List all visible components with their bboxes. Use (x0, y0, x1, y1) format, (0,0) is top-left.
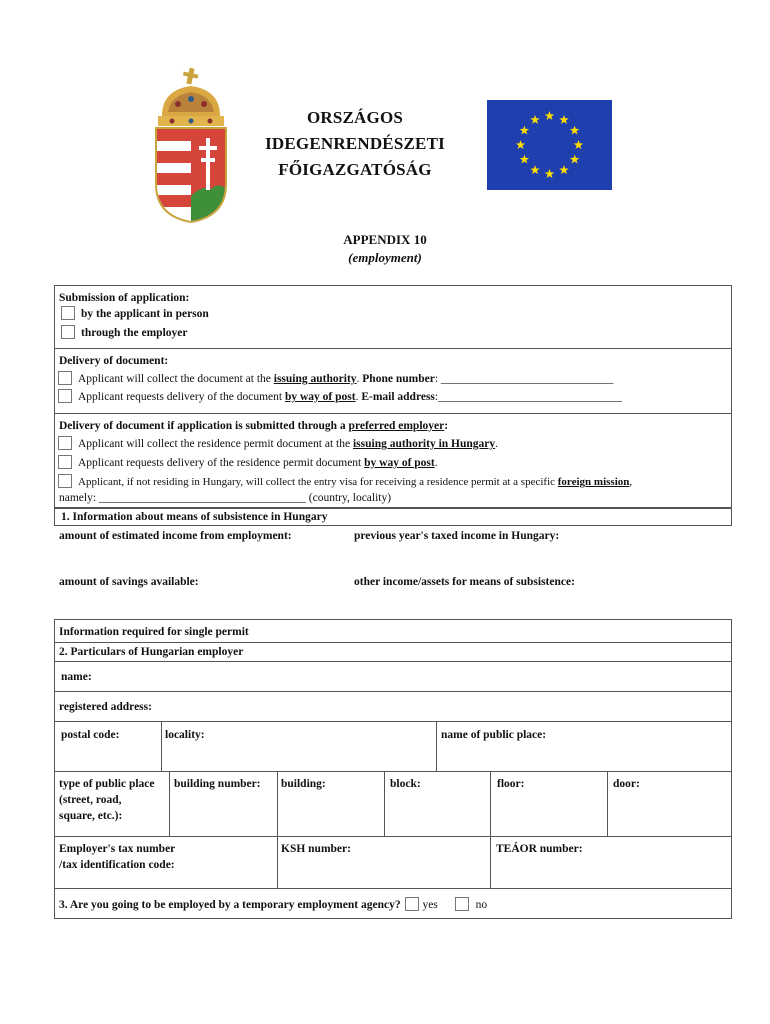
postal-code-field[interactable]: postal code: (61, 729, 120, 741)
divider (436, 721, 437, 771)
email-address-field[interactable]: :________________________________ (434, 391, 623, 403)
divider (54, 836, 732, 837)
temp-agency-no-checkbox[interactable] (455, 897, 469, 911)
divider (384, 771, 385, 836)
by-way-of-post-link[interactable]: by way of post (284, 391, 356, 403)
agency-line-3: FŐIGAZGATÓSÁG (278, 160, 432, 179)
employer-collect-checkbox[interactable] (58, 436, 72, 450)
floor-field[interactable]: floor: (497, 778, 525, 790)
submission-employer-checkbox[interactable] (61, 325, 75, 339)
preferred-employer-link[interactable]: preferred employer (348, 420, 445, 432)
divider (54, 661, 732, 662)
divider (490, 836, 491, 888)
no-label: no (475, 899, 488, 911)
public-place-name-field[interactable]: name of public place: (441, 729, 547, 741)
divider (607, 771, 608, 836)
delivery-option-post[interactable]: Applicant requests delivery of the document by way of post. E-mail address:________________________________ (58, 389, 622, 405)
delivery-option-collect[interactable]: Applicant will collect the document at the issuing authority. Phone number: ______________________________ (58, 371, 613, 387)
single-permit-heading: Information required for single permit (59, 626, 249, 638)
locality-field[interactable]: locality: (165, 729, 205, 741)
delivery-heading: Delivery of document: (59, 355, 169, 367)
taxed-income-label[interactable]: previous year's taxed income in Hungary: (354, 530, 560, 542)
submission-heading: Submission of application: (59, 292, 190, 304)
employer-mission-checkbox[interactable] (58, 474, 72, 488)
estimated-income-label[interactable]: amount of estimated income from employment: (59, 530, 292, 542)
employer-name-field[interactable]: name: (61, 671, 92, 683)
divider (490, 771, 491, 836)
foreign-mission-link[interactable]: foreign mission (557, 476, 630, 488)
divider (54, 691, 732, 692)
divider (54, 413, 732, 414)
delivery-employer-option-mission[interactable]: Applicant, if not residing in Hungary, will collect the entry visa for receiving a residence permit at a specific foreign mission, (58, 474, 632, 490)
temp-agency-yes-checkbox[interactable] (405, 897, 419, 911)
divider (54, 888, 732, 889)
appendix-subtitle: (employment) (348, 250, 422, 265)
block-field[interactable]: block: (390, 778, 421, 790)
section1-title: 1. Information about means of subsistence in Hungary (61, 511, 328, 523)
savings-label[interactable]: amount of savings available: (59, 576, 199, 588)
phone-number-field[interactable]: : ______________________________ (434, 373, 614, 385)
building-number-field[interactable]: building number: (174, 778, 261, 790)
employer-by-way-of-post-link[interactable]: by way of post (364, 457, 435, 469)
divider (54, 721, 732, 722)
eu-flag (487, 100, 612, 190)
divider (54, 642, 732, 643)
delivery-collect-checkbox[interactable] (58, 371, 72, 385)
divider (54, 348, 732, 349)
agency-name (240, 105, 470, 183)
eu-flag-icon (487, 100, 612, 190)
public-place-type-field[interactable]: type of public place (street, road, square, etc.): (59, 778, 155, 822)
coat-of-arms-icon (148, 66, 234, 224)
building-field[interactable]: building: (281, 778, 326, 790)
divider (277, 836, 278, 888)
divider (161, 721, 162, 771)
divider (277, 771, 278, 836)
temp-agency-question-row (59, 897, 487, 913)
door-field[interactable]: door: (613, 778, 640, 790)
temp-agency-question: 3. Are you going to be employed by a temporary employment agency? (59, 899, 401, 911)
tax-number-field[interactable]: Employer's tax number /tax identification code: (59, 843, 176, 871)
section2-title: 2. Particulars of Hungarian employer (59, 646, 244, 658)
other-income-label[interactable]: other income/assets for means of subsistence: (354, 576, 575, 588)
delivery-employer-option-collect[interactable]: Applicant will collect the residence permit document at the issuing authority in Hungary. (58, 436, 498, 452)
appendix-title: APPENDIX 10 (343, 232, 427, 247)
delivery-post-checkbox[interactable] (58, 389, 72, 403)
delivery-employer-heading: Delivery of document if application is submitted through a preferred employer: (59, 420, 449, 432)
delivery-employer-option-post[interactable]: Applicant requests delivery of the residence permit document by way of post. (58, 455, 438, 471)
employer-post-checkbox[interactable] (58, 455, 72, 469)
submission-person-checkbox[interactable] (61, 306, 75, 320)
yes-label: yes (422, 899, 438, 911)
employer-table (54, 619, 732, 919)
divider (169, 771, 170, 836)
registered-address-field[interactable]: registered address: (59, 701, 152, 713)
issuing-authority-hungary-link[interactable]: issuing authority in Hungary (352, 438, 496, 450)
submission-option-person[interactable]: by the applicant in person (61, 306, 209, 322)
issuing-authority-link[interactable]: issuing authority (273, 373, 357, 385)
ksh-number-field[interactable]: KSH number: (281, 843, 351, 855)
namely-field[interactable]: namely: ____________________________________ (country, locality) (59, 492, 392, 504)
divider (54, 771, 732, 772)
teaor-number-field[interactable]: TEÁOR number: (496, 843, 583, 855)
agency-line-1: ORSZÁGOS (306, 108, 404, 127)
submission-option-employer[interactable]: through the employer (61, 325, 187, 341)
hungarian-coat-of-arms (148, 66, 234, 224)
agency-line-2: IDEGENRENDÉSZETI (265, 134, 445, 153)
